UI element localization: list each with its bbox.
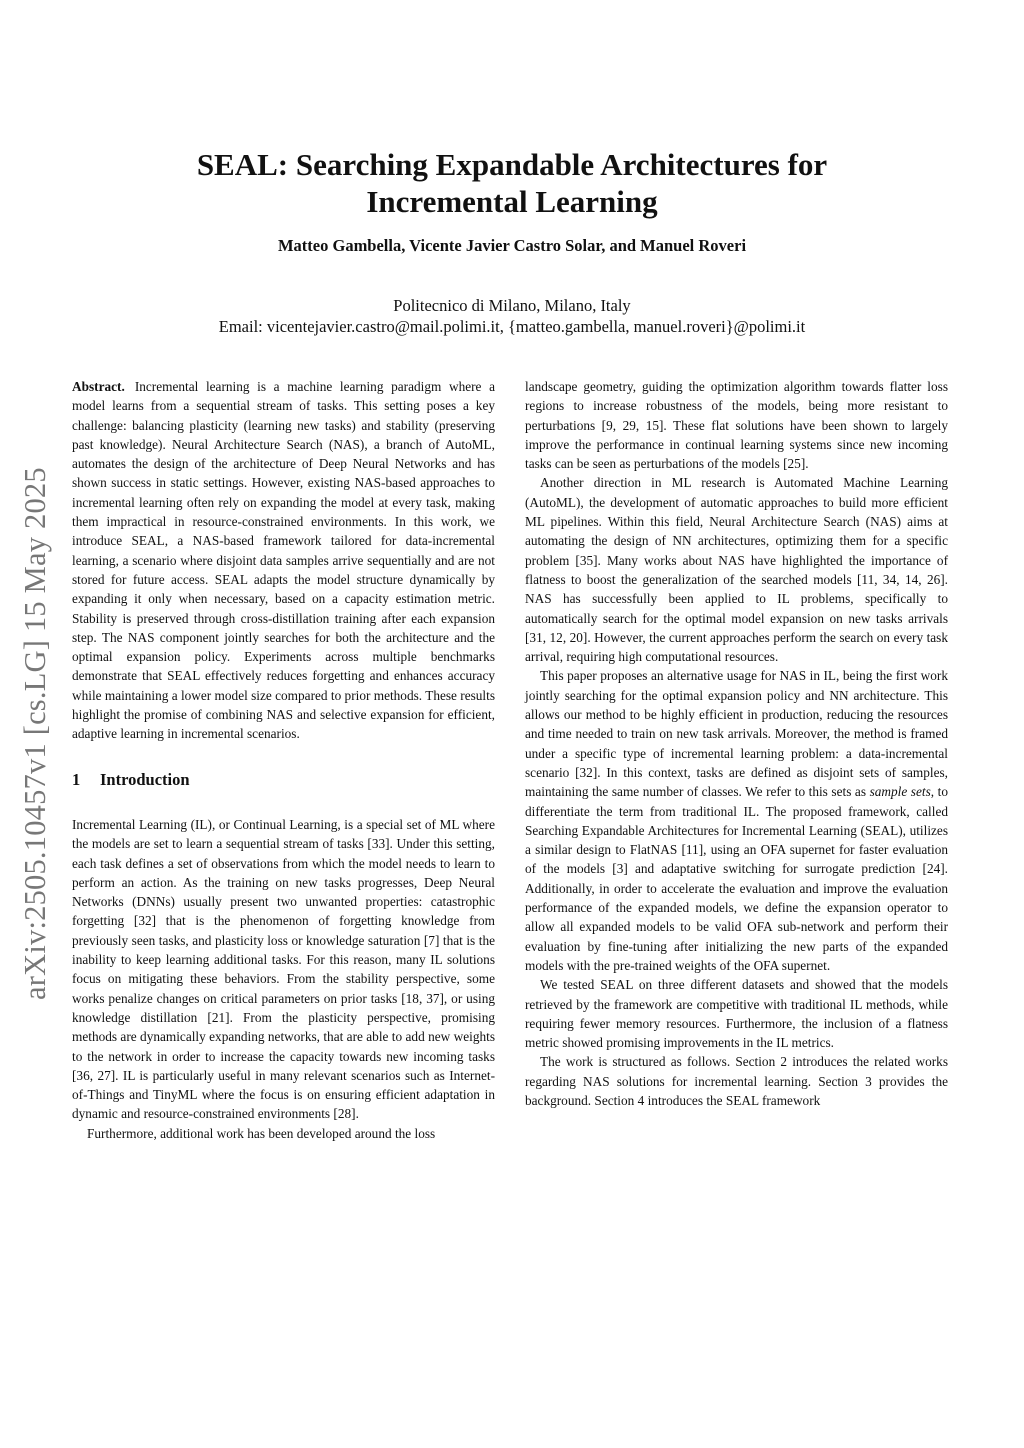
intro-paragraph-5: We tested SEAL on three different datasets and showed that the models retrieved by the framework are competitive with traditional IL methods, while requiring fewer memory resources. Furthermore, the inclusion of a flatness metric showed promising improvements in the IL metrics. (525, 977, 948, 1051)
intro-paragraph-1: Incremental Learning (IL), or Continual Learning, is a special set of ML where the models are set to learn a sequential stream of tasks [33]. Under this setting, each task defines a set of observations from which the model needs to learn to perform an action. As the training on new tasks progresses, Deep Neural Networks (DNNs) usually present two unwanted properties: catastrophic forgetting [32] that is the phenomenon of forgetting knowledge from previously seen tasks, and plasticity loss or knowledge saturation [7] that is the inability to keep learning additional tasks. For this reason, many IL solutions focus on mitigating these behaviors. From the stability perspective, some works penalize changes on critical parameters on prior tasks [18, 37], or using knowledge distillation [21]. From the plasticity perspective, promising methods are dynamically expanding networks, that are able to add new weights to the network in order to increase the capacity towards new incoming tasks [36, 27]. IL is particularly useful in many relevant scenarios such as Internet-of-Things and TinyML where the focus is on ensuring efficient adaptation in dynamic and resource-constrained environments [28]. (72, 816, 495, 1122)
right-column (525, 377, 948, 1110)
intro-paragraph-2-continued: landscape geometry, guiding the optimization algorithm towards flatter loss regions to increase robustness of the models, being more resistant to perturbations [9, 29, 15]. These flat solutions have been shown to largely improve the performance in continual learning systems since new incoming tasks can be seen as perturbations of the models [25]. (525, 379, 948, 472)
abstract (72, 377, 495, 744)
intro-paragraph-4-part-a: This paper proposes an alternative usage for NAS in IL, being the first work jointly searching for the optimal expansion policy and NN architecture. This allows our method to be highly efficient in production, reducing the resources and time needed to train on new task arrivals. Moreover, the method is framed under a specific type of incremental learning problem: a data-incremental scenario [32]. In this context, tasks are defined as disjoint sets of samples, maintaining the same number of classes. We refer to this sets as (525, 668, 948, 800)
paper-title (0, 146, 1024, 220)
abstract-text: Incremental learning is a machine learning paradigm where a model learns from a sequential stream of tasks. This setting poses a key challenge: balancing plasticity (learning new tasks) and stability (preserving past knowledge). Neural Architecture Search (NAS), a branch of AutoML, automates the design of the architecture of Deep Neural Networks and has shown success in static settings. However, existing NAS-based approaches to incremental learning often rely on expanding the model at every task, making them impractical in resource-constrained environments. In this work, we introduce SEAL, a NAS-based framework tailored for data-incremental learning, a scenario where disjoint data samples arrive sequentially and are not stored for future access. SEAL adapts the model structure dynamically by expanding it only when necessary, based on a capacity estimation metric. Stability is preserved through cross-distillation training after each expansion step. The NAS component jointly searches for both the architecture and the optimal expansion policy. Experiments across multiple benchmarks demonstrate that SEAL effectively reduces forgetting and enhances accuracy while maintaining a lower model size compared to prior methods. These results highlight the promise of combining NAS and selective expansion for efficient, adaptive learning in incremental scenarios. (72, 379, 495, 742)
intro-paragraph-4 (525, 666, 948, 975)
paper-title-line-1: SEAL: Searching Expandable Architectures for (196, 147, 828, 182)
left-column (72, 377, 495, 1143)
section-heading (72, 770, 495, 789)
section-number: 1 (72, 769, 81, 789)
arxiv-identifier: arXiv:2505.10457v1 [cs.LG] 15 May 2025 (18, 467, 52, 1000)
email-line: Email: vicentejavier.castro@mail.polimi.it, {matteo.gambella, manuel.roveri}@polimi.it (218, 317, 806, 336)
affiliation-block (0, 295, 1024, 337)
affiliation: Politecnico di Milano, Milano, Italy (393, 296, 631, 315)
intro-paragraph-4-part-b: , to differentiate the term from traditional IL. The proposed framework, called Searching Expandable Architectures for Incremental Learning (SEAL), utilizes a similar design to FlatNAS [11], using an OFA supernet for faster evaluation of the models [3] and adaptative switching for surrogate prediction [24]. Additionally, in order to accelerate the evaluation and improve the evaluation performance of the expanded models, we define the expansion operator to allow all expanded models to be valid OFA sub-network and perform their evaluation by fine-tuning after initializing the new parts of the expanded models with the pre-trained weights of the OFA supernet. (525, 784, 948, 973)
intro-paragraph-2-start: Furthermore, additional work has been developed around the loss (87, 1125, 436, 1141)
sample-sets-term: sample sets (869, 784, 931, 800)
author-list: Matteo Gambella, Vicente Javier Castro Solar, and Manuel Roveri (277, 236, 747, 255)
section-title: Introduction (100, 769, 190, 789)
intro-paragraph-3: Another direction in ML research is Automated Machine Learning (AutoML), the development of automatic approaches to build more efficient ML pipelines. Within this field, Neural Architecture Search (NAS) aims at automating the design of NN architectures, optimizing them for a specific problem [35]. Many works about NAS have highlighted the importance of flatness to boost the generalization of the searched models [11, 34, 14, 26]. NAS has successfully been applied to IL problems, specifically to automatically search for the optimal model expansion on new tasks arrivals [31, 12, 20]. However, the current approaches perform the search on every task arrival, requiring high computational resources. (525, 475, 948, 665)
paper-title-line-2: Incremental Learning (366, 184, 658, 219)
intro-paragraph-6: The work is structured as follows. Section 2 introduces the related works regarding NAS solutions for incremental learning. Section 3 provides the background. Section 4 introduces the SEAL framework (525, 1054, 948, 1108)
abstract-label: Abstract. (72, 379, 125, 394)
